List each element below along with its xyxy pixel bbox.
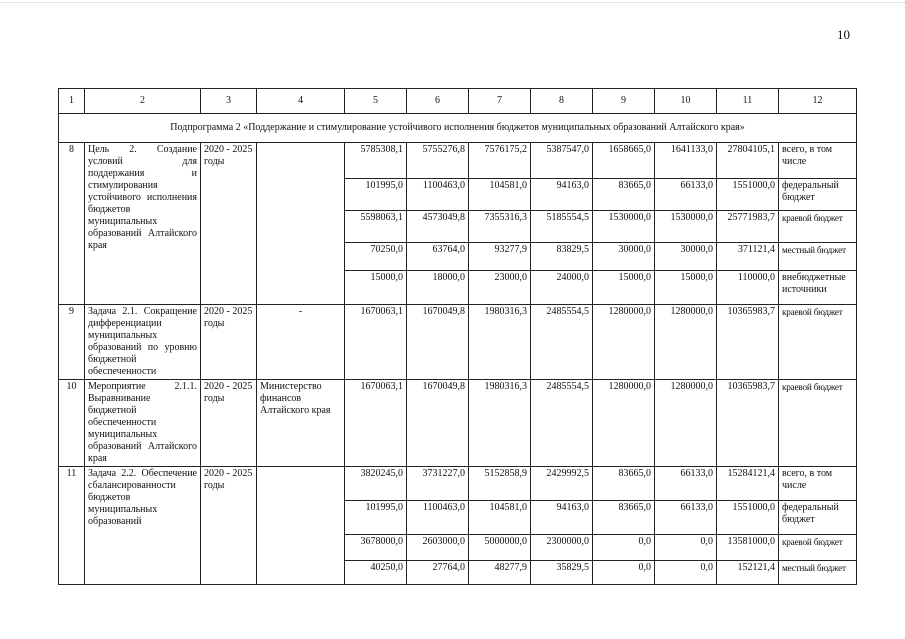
value-cell: 93277,9: [469, 243, 531, 271]
value-cell: 5598063,1: [345, 211, 407, 243]
value-cell: 10365983,7: [717, 380, 779, 467]
value-cell: 30000,0: [593, 243, 655, 271]
column-number-header: [59, 89, 857, 114]
value-cell: 70250,0: [345, 243, 407, 271]
column-header-3: 3: [201, 89, 257, 114]
column-header-10: 10: [655, 89, 717, 114]
column-header-5: 5: [345, 89, 407, 114]
value-cell: 2300000,0: [531, 535, 593, 561]
value-cell: 15284121,4: [717, 467, 779, 501]
value-cell: 104581,0: [469, 179, 531, 211]
row-number: 8: [59, 143, 85, 305]
value-cell: 1670049,8: [407, 305, 469, 380]
funding-source: всего, в том числе: [779, 467, 857, 501]
value-cell: 27764,0: [407, 561, 469, 585]
value-cell: 63764,0: [407, 243, 469, 271]
value-cell: 104581,0: [469, 501, 531, 535]
subprogram-title: Подпрограмма 2 «Поддержание и стимулирование устойчивого исполнения бюджетов муниципальных образований Алтайского края»: [59, 114, 857, 143]
executor: Министерство финансов Алтайского края: [257, 380, 345, 467]
executor: [257, 467, 345, 585]
value-cell: 3820245,0: [345, 467, 407, 501]
subprogram-row: [59, 114, 857, 143]
value-cell: 0,0: [593, 535, 655, 561]
value-cell: 83829,5: [531, 243, 593, 271]
value-cell: 48277,9: [469, 561, 531, 585]
value-cell: 1551000,0: [717, 179, 779, 211]
value-cell: 40250,0: [345, 561, 407, 585]
funding-source: внебюджетные источники: [779, 271, 857, 305]
value-cell: 15000,0: [593, 271, 655, 305]
value-cell: 1280000,0: [655, 380, 717, 467]
value-cell: 66133,0: [655, 179, 717, 211]
value-cell: 5152858,9: [469, 467, 531, 501]
value-cell: 1670049,8: [407, 380, 469, 467]
value-cell: 1280000,0: [655, 305, 717, 380]
item-name: Цель 2. Создание условий для поддержания и стимулирования устойчивого исполнения бюджетов муниципальных образований Алтайского края: [85, 143, 201, 305]
value-cell: 94163,0: [531, 501, 593, 535]
value-cell: 18000,0: [407, 271, 469, 305]
value-cell: 5387547,0: [531, 143, 593, 179]
funding-source: местный бюджет: [779, 243, 857, 271]
value-cell: 0,0: [655, 561, 717, 585]
value-cell: 27804105,1: [717, 143, 779, 179]
value-cell: 1670063,1: [345, 305, 407, 380]
period: 2020 - 2025 годы: [201, 305, 257, 380]
value-cell: 30000,0: [655, 243, 717, 271]
value-cell: 1530000,0: [593, 211, 655, 243]
value-cell: 83665,0: [593, 467, 655, 501]
column-header-9: 9: [593, 89, 655, 114]
column-header-8: 8: [531, 89, 593, 114]
value-cell: 1980316,3: [469, 305, 531, 380]
funding-source: краевой бюджет: [779, 211, 857, 243]
value-cell: 0,0: [593, 561, 655, 585]
funding-source: краевой бюджет: [779, 305, 857, 380]
funding-source: всего, в том числе: [779, 143, 857, 179]
value-cell: 2485554,5: [531, 380, 593, 467]
value-cell: 101995,0: [345, 179, 407, 211]
value-cell: 66133,0: [655, 501, 717, 535]
column-header-12: 12: [779, 89, 857, 114]
column-header-4: 4: [257, 89, 345, 114]
value-cell: 3731227,0: [407, 467, 469, 501]
value-cell: 10365983,7: [717, 305, 779, 380]
executor: [257, 143, 345, 305]
value-cell: 66133,0: [655, 467, 717, 501]
column-header-2: 2: [85, 89, 201, 114]
scan-artifact-line: [0, 2, 905, 4]
funding-source: федеральный бюджет: [779, 501, 857, 535]
value-cell: 1641133,0: [655, 143, 717, 179]
value-cell: 23000,0: [469, 271, 531, 305]
table-row: [59, 467, 857, 501]
row-number: 11: [59, 467, 85, 585]
value-cell: 1980316,3: [469, 380, 531, 467]
value-cell: 1658665,0: [593, 143, 655, 179]
value-cell: 35829,5: [531, 561, 593, 585]
value-cell: 83665,0: [593, 501, 655, 535]
value-cell: 152121,4: [717, 561, 779, 585]
value-cell: 94163,0: [531, 179, 593, 211]
funding-source: краевой бюджет: [779, 380, 857, 467]
funding-source: местный бюджет: [779, 561, 857, 585]
column-header-7: 7: [469, 89, 531, 114]
value-cell: 1530000,0: [655, 211, 717, 243]
table-row: [59, 143, 857, 179]
value-cell: 83665,0: [593, 179, 655, 211]
row-number: 10: [59, 380, 85, 467]
value-cell: 2603000,0: [407, 535, 469, 561]
value-cell: 4573049,8: [407, 211, 469, 243]
value-cell: 3678000,0: [345, 535, 407, 561]
budget-table: [58, 88, 857, 585]
item-name: Задача 2.1. Сокращение дифференциации муниципальных образований по уровню бюджетной обеспеченности: [85, 305, 201, 380]
item-name: Мероприятие 2.1.1. Выравнивание бюджетной обеспеченности муниципальных образований Алтайского края: [85, 380, 201, 467]
value-cell: 1280000,0: [593, 305, 655, 380]
value-cell: 1100463,0: [407, 501, 469, 535]
value-cell: 1280000,0: [593, 380, 655, 467]
executor: -: [257, 305, 345, 380]
funding-source: федеральный бюджет: [779, 179, 857, 211]
value-cell: 13581000,0: [717, 535, 779, 561]
column-header-11: 11: [717, 89, 779, 114]
value-cell: 2429992,5: [531, 467, 593, 501]
value-cell: 24000,0: [531, 271, 593, 305]
item-name: Задача 2.2. Обеспечение сбалансированности бюджетов муниципальных образований: [85, 467, 201, 585]
period: 2020 - 2025 годы: [201, 143, 257, 305]
table-row: [59, 380, 857, 467]
value-cell: 110000,0: [717, 271, 779, 305]
value-cell: 5785308,1: [345, 143, 407, 179]
value-cell: 15000,0: [655, 271, 717, 305]
value-cell: 5000000,0: [469, 535, 531, 561]
value-cell: 1100463,0: [407, 179, 469, 211]
table-row: [59, 305, 857, 380]
value-cell: 7355316,3: [469, 211, 531, 243]
column-header-6: 6: [407, 89, 469, 114]
value-cell: 2485554,5: [531, 305, 593, 380]
column-header-1: 1: [59, 89, 85, 114]
value-cell: 1551000,0: [717, 501, 779, 535]
value-cell: 371121,4: [717, 243, 779, 271]
value-cell: 0,0: [655, 535, 717, 561]
page-number: 10: [837, 27, 850, 42]
period: 2020 - 2025 годы: [201, 380, 257, 467]
row-number: 9: [59, 305, 85, 380]
value-cell: 25771983,7: [717, 211, 779, 243]
value-cell: 5185554,5: [531, 211, 593, 243]
value-cell: 1670063,1: [345, 380, 407, 467]
value-cell: 101995,0: [345, 501, 407, 535]
value-cell: 5755276,8: [407, 143, 469, 179]
funding-source: краевой бюджет: [779, 535, 857, 561]
value-cell: 15000,0: [345, 271, 407, 305]
period: 2020 - 2025 годы: [201, 467, 257, 585]
value-cell: 7576175,2: [469, 143, 531, 179]
